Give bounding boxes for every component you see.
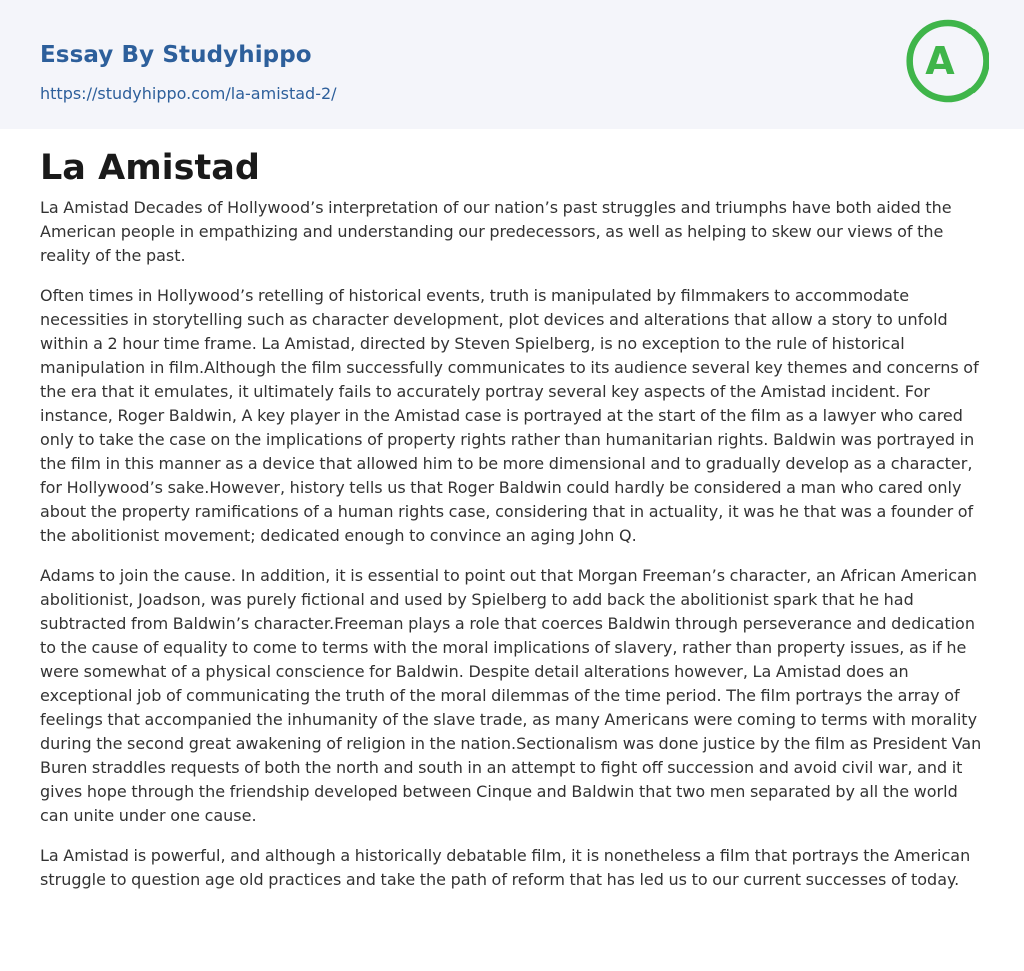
essay-paragraph-1: La Amistad Decades of Hollywood’s interpretation of our nation’s past struggles and triumphs have both aided the American people in empathizing and understanding our predecessors, as well as helping to skew our views of the reality of the past.	[40, 198, 952, 265]
essay-content	[40, 146, 986, 908]
essay-paragraph-2: Often times in Hollywood’s retelling of historical events, truth is manipulated by filmmakers to accommodate necessities in storytelling such as character development, plot devices and alterations that allow a story to unfold within a 2 hour time frame. La Amistad, directed by Steven Spielberg, is no exception to the rule of historical manipulation in film.Although the film successfully communicates to its audience several key themes and concerns of the era that it emulates, it ultimately fails to accurately portray several key aspects of the Amistad incident. For instance, Roger Baldwin, A key player in the Amistad case is portrayed at the start of the film as a lawyer who cared only to take the case on the implications of property rights rather than humanitarian rights. Baldwin was portrayed in the film in this manner as a device that allowed him to be more dimensional and to gradually develop as a character, for Hollywood’s sake.However, history tells us that Roger Baldwin could hardly be considered a man who cared only about the property ramifications of a human rights case, considering that in actuality, it was he that was a founder of the abolitionist movement; dedicated enough to convince an aging John Q.	[40, 286, 979, 545]
essay-url-link[interactable]: https://studyhippo.com/la-amistad-2/	[40, 84, 337, 103]
essay-paragraph-3: Adams to join the cause. In addition, it is essential to point out that Morgan Freeman’s character, an African American abolitionist, Joadson, was purely fictional and used by Spielberg to add back the abolitionist spark that he had subtracted from Baldwin’s character.Freeman plays a role that coerces Baldwin through perseverance and dedication to the cause of equality to come to terms with the moral implications of slavery, rather than property issues, as if he were somewhat of a physical conscience for Baldwin. Despite detail alterations however, La Amistad does an exceptional job of communicating the truth of the moral dilemmas of the time period. The film portrays the array of feelings that accompanied the inhumanity of the slave trade, as many Americans were coming to terms with morality during the second great awakening of religion in the nation.Sectionalism was done justice by the film as President Van Buren straddles requests of both the north and south in an attempt to fight off succession and avoid civil war, and it gives hope through the friendship developed between Cinque and Baldwin that two men separated by all the world can unite under one cause.	[40, 566, 982, 825]
essay-paragraph-4: La Amistad is powerful, and although a historically debatable film, it is nonetheless a film that portrays the American struggle to question age old practices and take the path of reform that has led us to our current successes of today.	[40, 846, 971, 889]
logo-letter: A	[925, 39, 955, 83]
essay-title: La Amistad	[40, 148, 260, 188]
studyhippo-logo-icon[interactable]	[903, 18, 989, 104]
page-header	[0, 0, 1024, 129]
site-brand[interactable]: Essay By Studyhippo	[40, 42, 312, 68]
